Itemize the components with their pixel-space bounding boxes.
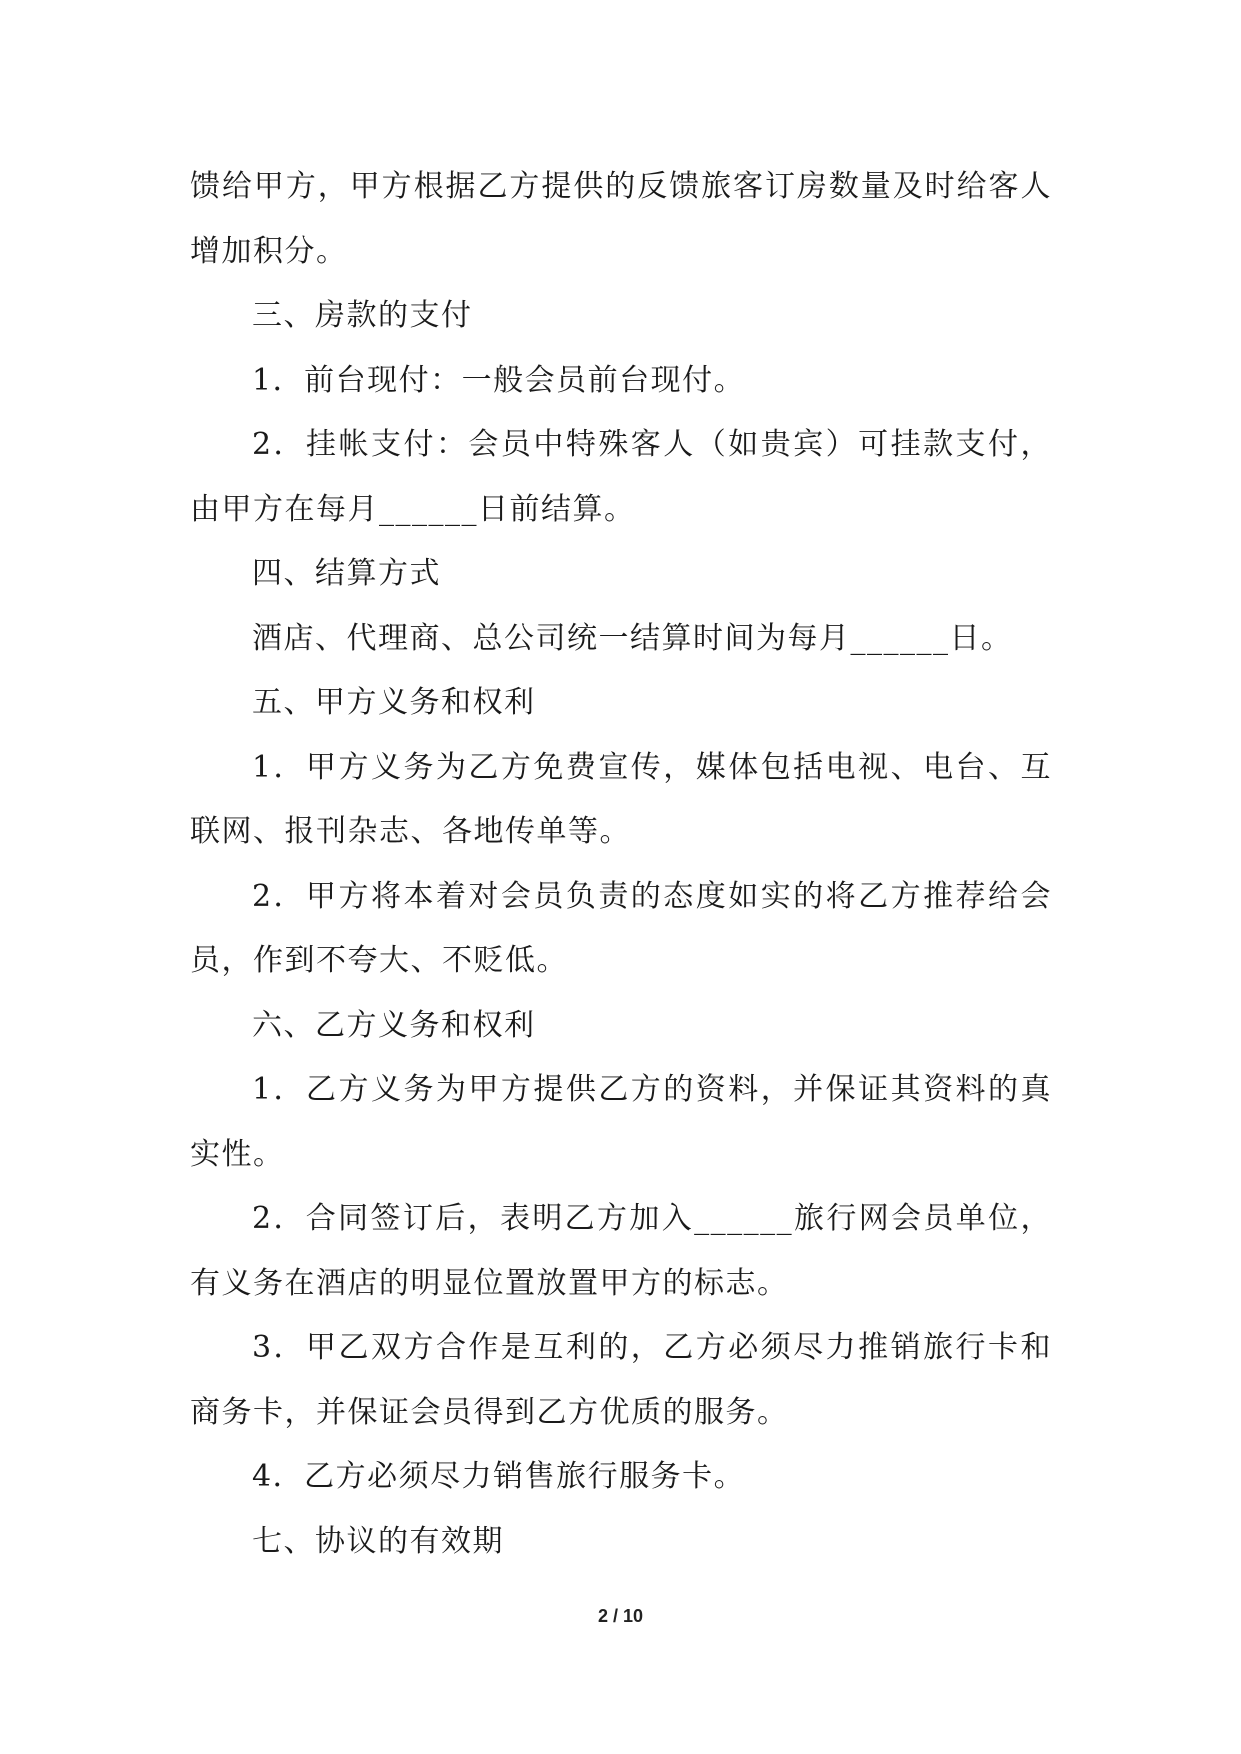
clause-front-desk-payment: 1．前台现付：一般会员前台现付。	[252, 362, 746, 398]
clause-party-a-promotion: 1．甲方义务为乙方免费宣传，媒体包括电视、电台、互联网、报刊杂志、各地传单等。	[190, 749, 1052, 849]
clause-account-payment: 2．挂帐支付：会员中特殊客人（如贵宾）可挂款支付，由甲方在每月______日前结算。	[190, 427, 1052, 527]
document-body	[190, 155, 1052, 1574]
clause-party-b-materials: 1．乙方义务为甲方提供乙方的资料，并保证其资料的真实性。	[190, 1072, 1052, 1172]
section-heading-party-b: 六、乙方义务和权利	[252, 1007, 536, 1043]
section-heading-party-a: 五、甲方义务和权利	[252, 685, 536, 720]
clause-party-b-sell-cards: 4．乙方必须尽力销售旅行服务卡。	[252, 1459, 746, 1494]
section-heading-settlement: 四、结算方式	[252, 556, 441, 591]
clause-settlement-time: 酒店、代理商、总公司统一结算时间为每月______日。	[252, 620, 1013, 656]
page-number: 2 / 10	[597, 1606, 644, 1626]
clause-party-b-membership: 2．合同签订后，表明乙方加入______旅行网会员单位，有义务在酒店的明显位置放置甲方的标志。	[190, 1201, 1052, 1301]
section-heading-validity: 七、协议的有效期	[252, 1523, 504, 1559]
paragraph-continuation: 馈给甲方，甲方根据乙方提供的反馈旅客订房数量及时给客人增加积分。	[190, 169, 1052, 269]
clause-party-b-promote-cards: 3．甲乙双方合作是互利的，乙方必须尽力推销旅行卡和商务卡，并保证会员得到乙方优质的服务。	[190, 1330, 1052, 1430]
clause-party-a-recommend: 2．甲方将本着对会员负责的态度如实的将乙方推荐给会员，作到不夸大、不贬低。	[190, 878, 1052, 978]
section-heading-payment: 三、房款的支付	[252, 298, 473, 333]
